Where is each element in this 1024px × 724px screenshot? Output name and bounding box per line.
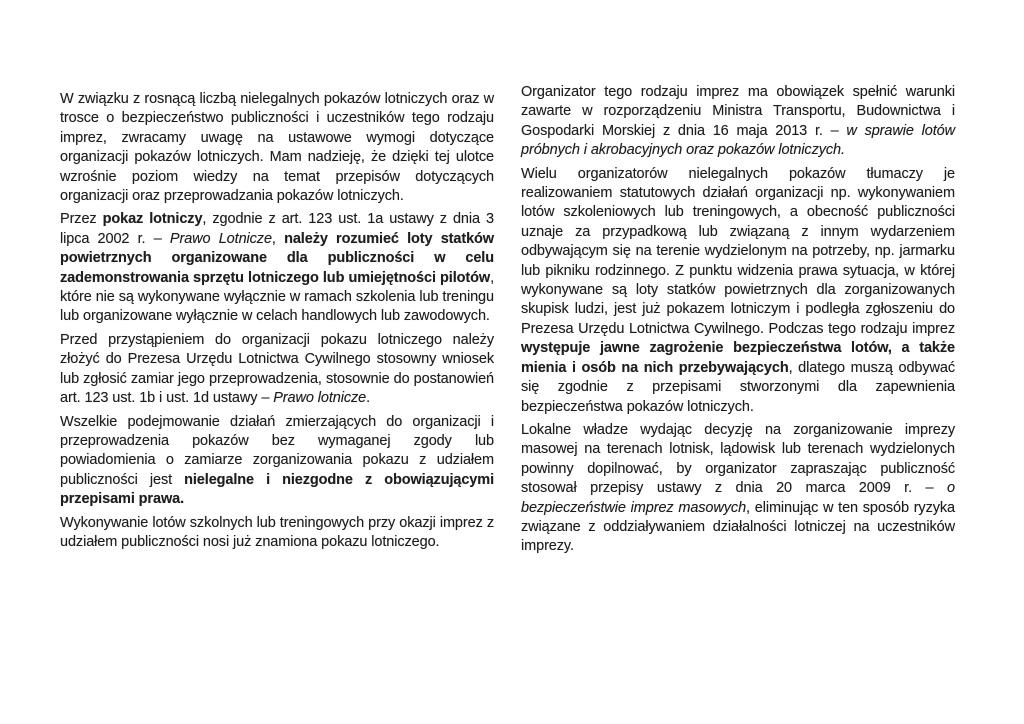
paragraph-left-2 <box>60 210 494 326</box>
text-run: , eliminując w ten sposób ryzyka związane z oddziaływaniem działalności lotniczej na uczestników imprezy. <box>521 499 955 555</box>
text-run: Wszelkie podejmowanie działań zmierzających do organizacji i przeprowadzenia pokazów bez wymaganej zgody lub powiadomienia o zamiarze zorganizowania pokazu z udziałem publiczności jest <box>60 413 494 488</box>
left-text-column <box>60 90 494 556</box>
text-run: Prawo Lotnicze <box>169 230 272 247</box>
paragraph-left-5 <box>60 514 494 553</box>
paragraph-left-4 <box>60 413 494 510</box>
paragraph-left-1 <box>60 90 494 206</box>
text-run: Przez <box>60 211 103 228</box>
text-run: pokaz lotniczy <box>102 211 203 228</box>
text-run: nielegalne i niezgodne z obowiązującymi przepisami prawa. <box>60 471 494 508</box>
paragraph-right-1 <box>521 83 955 161</box>
text-run: należy rozumieć loty statków powietrznych organizowane dla publiczności w celu zademonstrowania sprzętu lotniczego lub umiejętności pilotów <box>60 230 494 286</box>
text-run: , które nie są wykonywane wyłącznie w ramach szkolenia lub treningu lub organizowane wyłącznie w celach handlowych lub zawodowych. <box>60 269 494 325</box>
text-run: Lokalne władze wydając decyzję na zorganizowanie imprezy masowej na terenach lotnisk, lądowisk lub terenach wydzielonych powinny dopilnować, by organizator zapraszając publiczność stosował przepisy ustawy z dnia 20 marca 2009 r. – <box>521 421 955 497</box>
text-run: . <box>366 390 371 407</box>
text-run: Wykonywanie lotów szkolnych lub treningowych przy okazji imprez z udziałem publiczności nosi już znamiona pokazu lotniczego. <box>60 514 494 550</box>
text-run: Wielu organizatorów nielegalnych pokazów tłumaczy je realizowaniem statutowych działań organizacji np. wykonywaniem lotów szkoleniowych lub treningowych, a obecność publiczności uznaje za przypadkową lub związaną z innym wydarzeniem odbywającym się na terenie wydzielonym na potrzeby, np. jarmarku lub pikniku rodzinnego. Z punktu widzenia prawa sytuacja, w której wykonywane są loty statków powietrznych dla zorganizowanych skupisk ludzi, jest już pokazem lotniczym i podległa zgłoszeniu do Prezesa Urzędu Lotnictwa Cywilnego. Podczas tego rodzaju imprez <box>521 165 955 337</box>
paragraph-left-3 <box>60 331 494 409</box>
text-run: W związku z rosnącą liczbą nielegalnych pokazów lotniczych oraz w trosce o bezpieczeństwo publiczności i uczestników tego rodzaju imprez, zwracamy uwagę na ustawowe wymogi dotyczące organizacji pokazów lotniczych. Mam nadzieję, że dzięki tej ulotce wzrośnie poziom wiedzy na temat przepisów dotyczących organizacji oraz przeprowadzania pokazów lotniczych. <box>60 91 494 205</box>
text-run: Prawo lotnicze <box>273 390 367 407</box>
text-run: w sprawie lotów próbnych i akrobacyjnych oraz pokazów lotniczych. <box>521 122 955 159</box>
text-run: o bezpieczeństwie imprez masowych <box>521 480 955 516</box>
right-text-column <box>521 83 955 561</box>
text-run: Organizator tego rodzaju imprez ma obowiązek spełnić warunki zawarte w rozporządzeniu Ministra Transportu, Budownictwa i Gospodarki Morskiej z dnia 16 maja 2013 r. – <box>521 84 955 139</box>
paragraph-right-3 <box>521 421 955 557</box>
text-run: Przed przystąpieniem do organizacji pokazu lotniczego należy złożyć do Prezesa Urzędu Lotnictwa Cywilnego stosowny wniosek lub zgłosić zamiar jego przeprowadzenia, stosownie do postanowień art. 123 ust. 1b i ust. 1d ustawy – <box>60 331 494 407</box>
text-run: , zgodnie z art. 123 ust. 1a ustawy z dnia 3 lipca 2002 r. – <box>60 211 494 247</box>
paragraph-right-2 <box>521 165 955 417</box>
text-run: , <box>271 230 285 247</box>
text-run: , dlatego muszą odbywać się zgodnie z przepisami stworzonymi dla zapewnienia bezpieczeństwa pokazów lotniczych. <box>521 359 956 415</box>
text-run: występuje jawne zagrożenie bezpieczeństwa lotów, a także mienia i osób na nich przebywających <box>521 340 955 376</box>
